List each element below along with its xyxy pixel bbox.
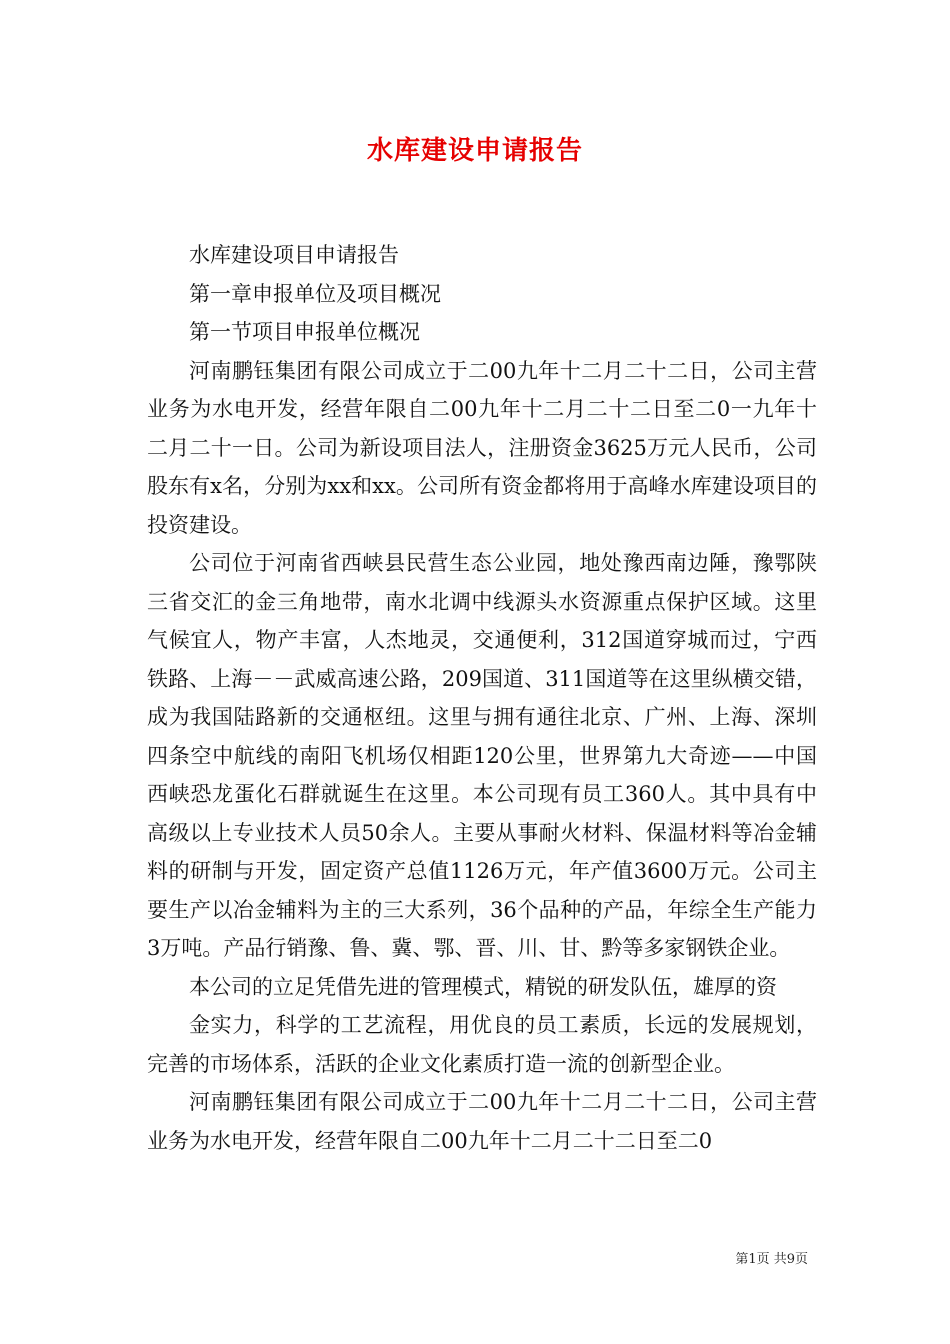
paragraph-section-heading: 第一节项目申报单位概况 <box>189 320 420 344</box>
paragraph-report-name: 水库建设项目申请报告 <box>189 243 399 267</box>
document-body <box>147 236 817 1160</box>
paragraph-company-intro-repeat: 河南鹏钰集团有限公司成立于二00九年十二月二十二日，公司主营业务为水电开发，经营年限自二00九年十二月二十二日至二0 <box>147 1090 817 1153</box>
paragraph-chapter-heading: 第一章申报单位及项目概况 <box>189 281 441 306</box>
document-title: 水库建设申请报告 <box>366 136 583 166</box>
paragraph-company-strengths-cont: 金实力，科学的工艺流程，用优良的员工素质，长远的发展规划，完善的市场体系，活跃的企业文化素质打造一流的创新型企业。 <box>147 1013 817 1076</box>
paragraph-company-intro: 河南鹏钰集团有限公司成立于二00九年十二月二十二日，公司主营业务为水电开发，经营年限自二00九年十二月二十二日至二0一九年十二月二十一日。公司为新设项目法人，注册资金3625万元人民币，公司股东有x名，分别为xx和xx。公司所有资金都将用于高峰水库建设项目的投资建设。 <box>147 358 817 537</box>
paragraph-company-location: 公司位于河南省西峡县民营生态公业园，地处豫西南边陲，豫鄂陕三省交汇的金三角地带，南水北调中线源头水资源重点保护区域。这里气候宜人，物产丰富，人杰地灵，交通便利，312国道穿城而过，宁西铁路、上海－－武威高速公路，209国道、311国道等在这里纵横交错，成为我国陆路新的交通枢纽。这里与拥有通往北京、广州、上海、深圳四条空中航线的南阳飞机场仅相距120公里，世界第九大奇迹——中国西峡恐龙蛋化石群就诞生在这里。本公司现有员工360人。其中具有中高级以上专业技术人员50余人。主要从事耐火材料、保温材料等冶金辅料的研制与开发，固定资产总值1126万元，年产值3600万元。公司主要生产以冶金辅料为主的三大系列，36个品种的产品，年综全生产能力3万吨。产品行销豫、鲁、冀、鄂、晋、川、甘、黔等多家钢铁企业。 <box>147 551 817 960</box>
page-number: 第1页 共9页 <box>735 1252 808 1267</box>
paragraph-company-strengths: 本公司的立足凭借先进的管理模式，精锐的研发队伍，雄厚的资 <box>189 974 777 999</box>
